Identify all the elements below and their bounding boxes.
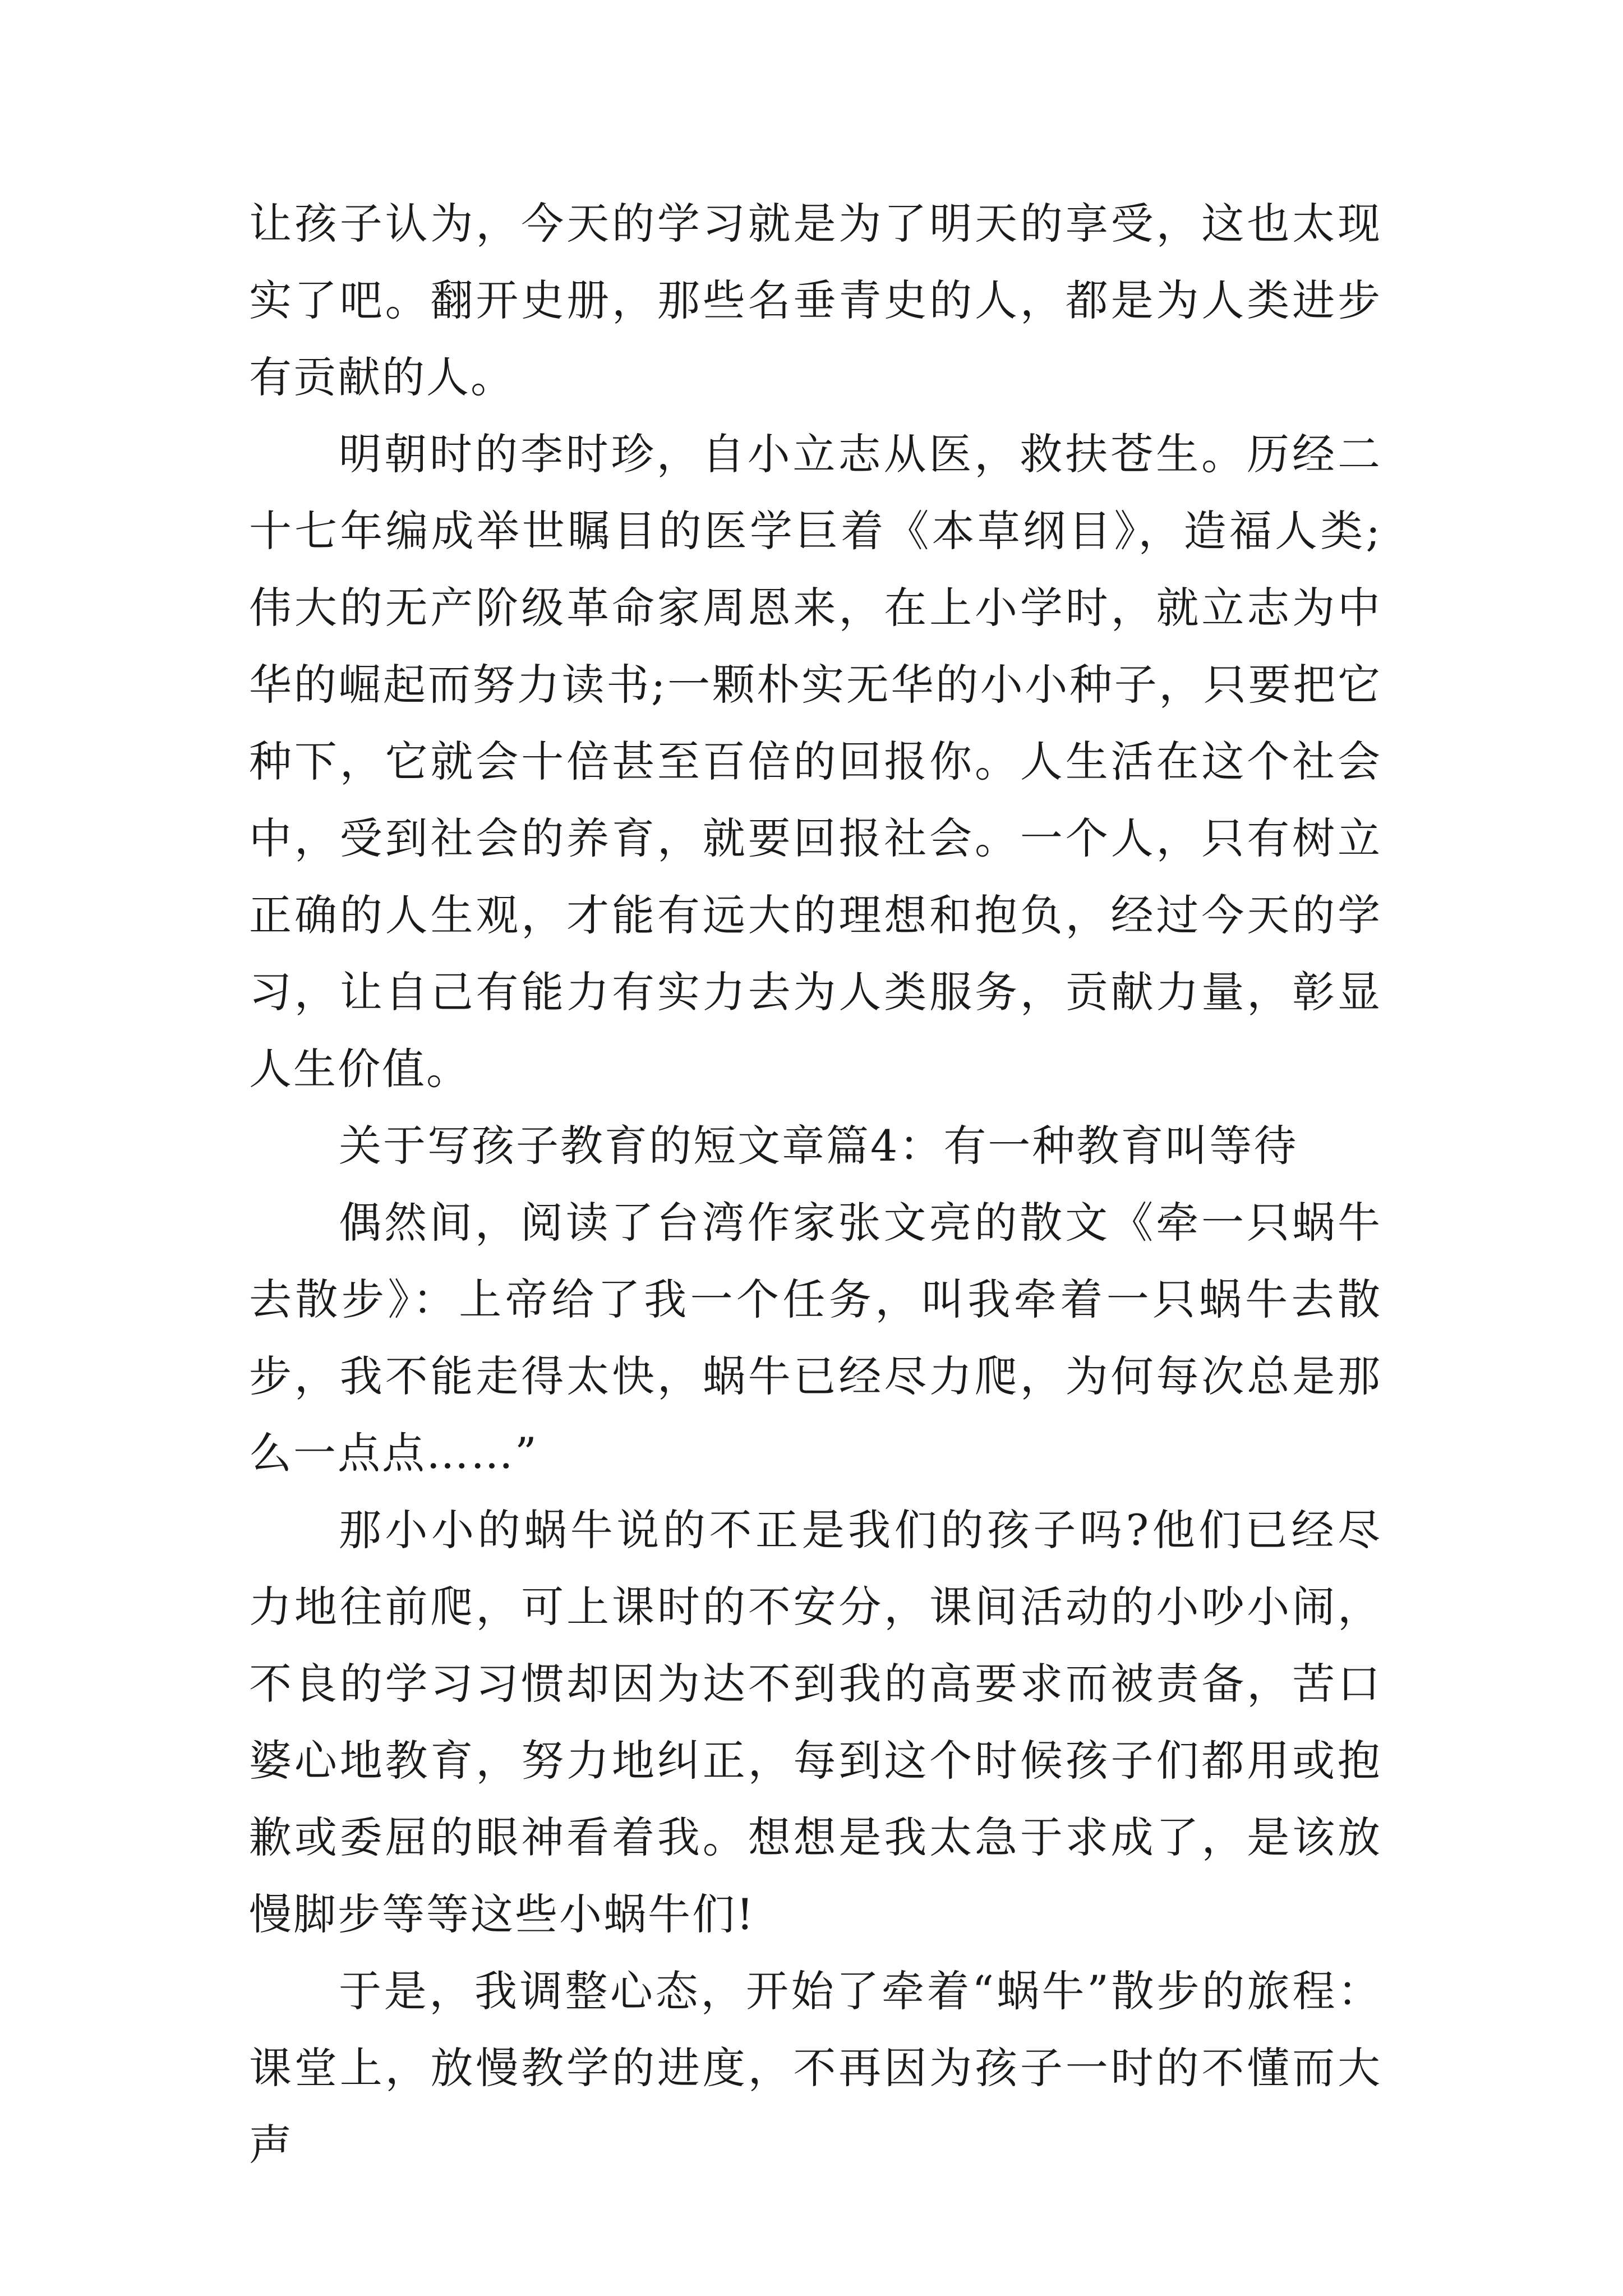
section-heading: 关于写孩子教育的短文章篇4：有一种教育叫等待 — [339, 1121, 1298, 1171]
document-body — [249, 185, 1382, 2183]
paragraph-1: 让孩子认为，今天的学习就是为了明天的享受，这也太现实了吧。翻开史册，那些名垂青史的人，都是为人类进步有贡献的人。 — [249, 199, 1382, 402]
paragraph-4: 那小小的蜗牛说的不正是我们的孩子吗?他们已经尽力地往前爬，可上课时的不安分，课间活动的小吵小闹，不良的学习习惯却因为达不到我的高要求而被责备，苦口婆心地教育，努力地纠正，每到这个时候孩子们都用或抱歉或委屈的眼神看着我。想想是我太急于求成了，是该放慢脚步等等这些小蜗牛们! — [249, 1505, 1382, 1939]
paragraph-5: 于是，我调整心态，开始了牵着“蜗牛”散步的旅程：课堂上，放慢教学的进度，不再因为孩子一时的不懂而大声 — [249, 1966, 1382, 2170]
paragraph-2: 明朝时的李时珍，自小立志从医，救扶苍生。历经二十七年编成举世瞩目的医学巨着《本草纲目》，造福人类;伟大的无产阶级革命家周恩来，在上小学时，就立志为中华的崛起而努力读书;一颗朴实无华的小小种子，只要把它种下，它就会十倍甚至百倍的回报你。人生活在这个社会中，受到社会的养育，就要回报社会。一个人，只有树立正确的人生观，才能有远大的理想和抱负，经过今天的学习，让自己有能力有实力去为人类服务，贡献力量，彰显人生价值。 — [249, 429, 1382, 1094]
paragraph-3: 偶然间，阅读了台湾作家张文亮的散文《牵一只蜗牛去散步》：上帝给了我一个任务，叫我牵着一只蜗牛去散步，我不能走得太快，蜗牛已经尽力爬，为何每次总是那么一点点……” — [249, 1198, 1382, 1478]
